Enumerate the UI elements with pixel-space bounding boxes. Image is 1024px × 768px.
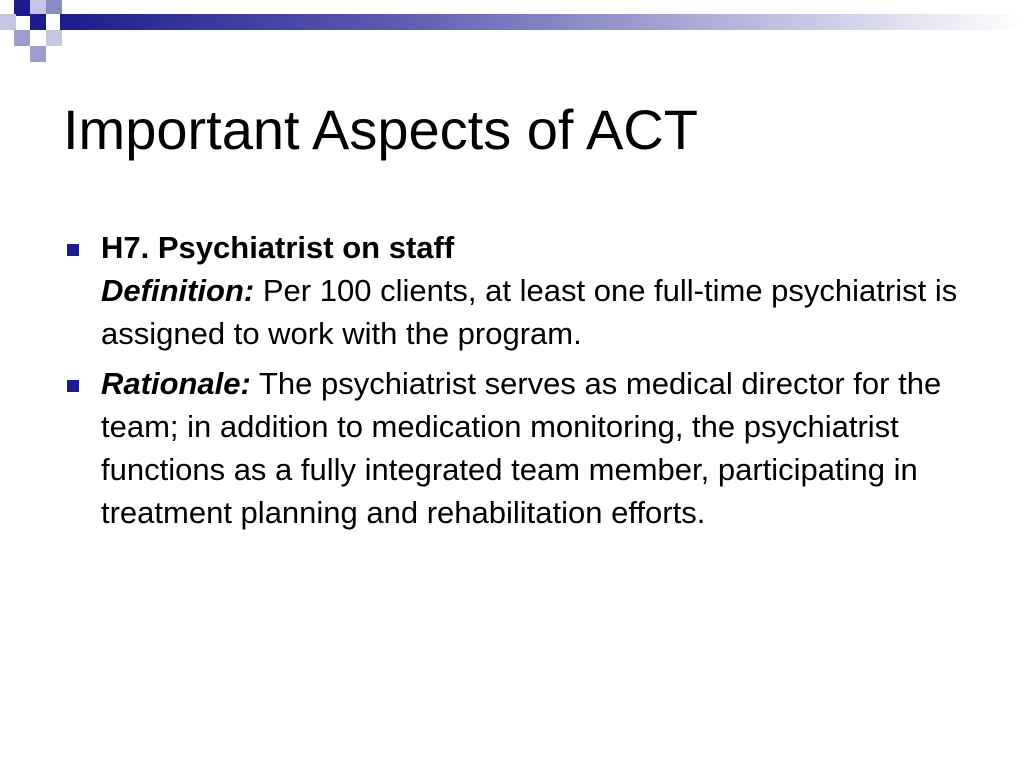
decor-square: [46, 30, 62, 46]
rationale-text: The psychiatrist serves as medical director for the team; in addition to medication monitoring, the psychiatrist functions as a fully integrated team member, participating in treatment planning and rehabilitation efforts.: [101, 366, 942, 530]
bullet-list: [64, 226, 964, 534]
decor-square: [14, 0, 30, 16]
decor-square: [14, 30, 30, 46]
decor-square: [0, 14, 16, 30]
square-bullet-icon: [67, 380, 79, 392]
slide-title: Important Aspects of ACT: [63, 98, 698, 161]
bullet-item-definition: [64, 226, 964, 355]
decor-square: [30, 46, 46, 62]
decor-square: [30, 14, 46, 30]
definition-label: Definition:: [101, 273, 255, 308]
bullet-heading: H7. Psychiatrist on staff: [101, 230, 455, 265]
header-gradient-bar: [60, 14, 1024, 30]
rationale-label: Rationale:: [101, 366, 251, 401]
definition-text: Per 100 clients, at least one full-time psychiatrist is assigned to work with the program.: [101, 273, 958, 351]
square-bullet-icon: [67, 244, 79, 256]
bullet-item-rationale: [64, 362, 964, 534]
